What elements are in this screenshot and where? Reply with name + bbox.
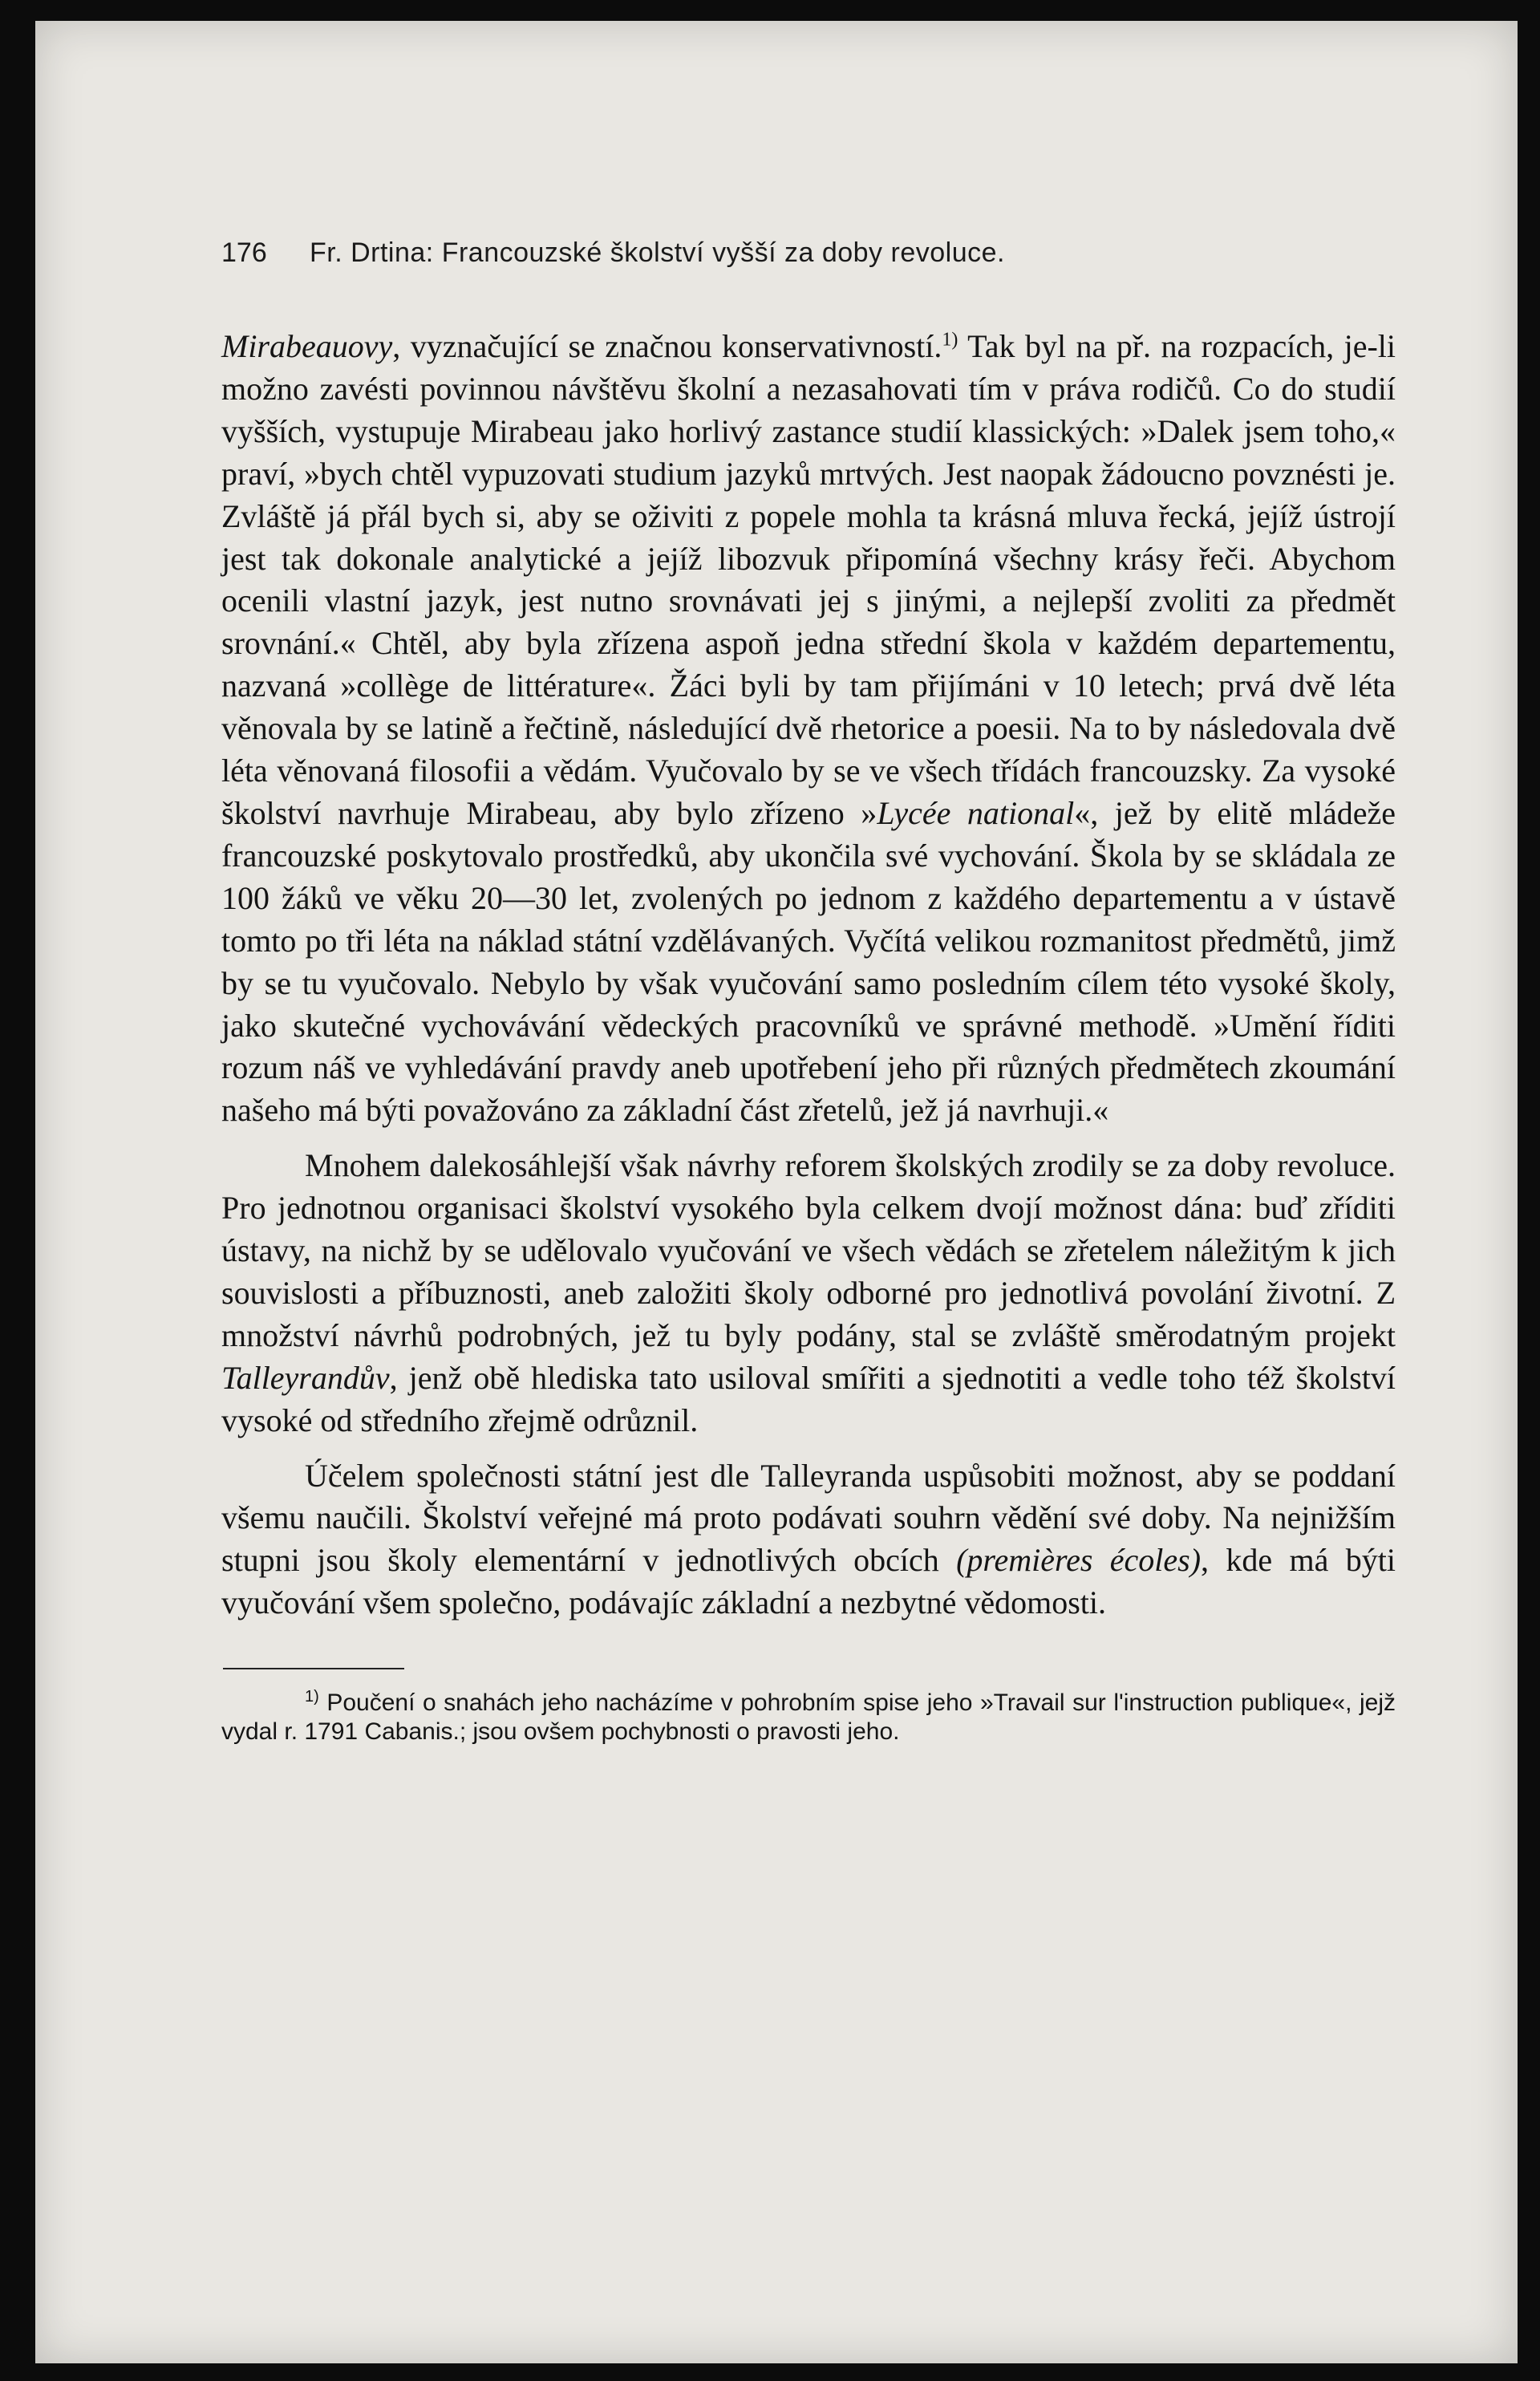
paragraph-text: Účelem společnosti státní jest dle Talleyranda uspůsobiti možnost, aby se poddaní všemu naučili. Školství veřejné má proto podávati souhrn vědění své doby. Na nejnižším stupni jsou školy elementární v jednotlivých obcích	[221, 1457, 1396, 1579]
book-page	[35, 21, 1518, 2363]
footnote-divider	[223, 1668, 404, 1669]
running-header	[221, 237, 1396, 282]
footnote-text: Poučení o snahách jeho nacházíme v pohrobním spise jeho »Travail sur l'instruction publique«, jejž vydal r. 1791 Cabanis.; jsou ovšem pochybnosti o pravosti jeho.	[221, 1689, 1396, 1745]
page-number: 176	[221, 237, 267, 268]
italic-lycee-national: Lycée national	[877, 794, 1075, 831]
running-title: Fr. Drtina: Francouzské školství vyšší za doby revoluce.	[310, 237, 1005, 268]
footnote-marker: 1)	[305, 1688, 319, 1706]
italic-premieres-ecoles: (premières écoles)	[956, 1542, 1202, 1579]
footnote-reference: 1)	[942, 329, 958, 351]
italic-mirabeauovy: Mirabeauovy	[221, 328, 393, 364]
paragraph-text: , jenž obě hlediska tato usiloval smířiti a sjednotiti a vedle toho též školství vysoké od středního zřejmě odrůznil.	[221, 1359, 1396, 1438]
paragraph-text: , vyznačující se značnou konservativností.	[392, 328, 942, 364]
paragraph-mirabeau	[221, 326, 1396, 1132]
paragraph-reforms	[221, 1145, 1396, 1442]
italic-talleyranduv: Talleyrandův	[221, 1359, 390, 1396]
paragraph-talleyrand	[221, 1455, 1396, 1625]
page-text-block	[221, 237, 1396, 1771]
body-text	[221, 326, 1396, 1625]
paragraph-text: «, jež by elitě mládeže francouzské poskytovalo prostředků, aby ukončila své vychování. Škola by se skládala ze 100 žáků ve věku 20—30 let, zvolených po jednom z každého departementu a v ústavě tomto po tři léta na náklad státní vzdělávaných. Vyčítá velikou rozmanitost předmětů, jimž by se tu vyučovalo. Nebylo by však vyučování samo posledním cílem této vysoké školy, jako skutečné vychovávání vědeckých pracovníků ve správné methodě. »Umění říditi rozum náš ve vyhledávání pravdy aneb upotřebení jeho při různých předmětech zkoumání našeho má býti považováno za základní část zřetelů, jež já navrhuji.«	[221, 794, 1396, 1129]
footnote	[221, 1689, 1396, 1746]
paragraph-text: , kde má býti vyučování všem společno, podávajíc základní a nezbytné vědomosti.	[221, 1542, 1396, 1621]
paragraph-text: Mnohem dalekosáhlejší však návrhy reforem školských zrodily se za doby revoluce. Pro jednotnou organisaci školství vysokého byla celkem dvojí možnost dána: buď zříditi ústavy, na nichž by se udělovalo vyučování ve všech vědách se zřetelem náležitým k jich souvislosti a příbuznosti, aneb založiti školy odborné pro jednotlivá povolání životní. Z množství návrhů podrobných, jež tu byly podány, stal se zvláště směrodatným projekt	[221, 1147, 1396, 1353]
paragraph-text: Tak byl na př. na rozpacích, je-li možno zavésti povinnou návštěvu školní a nezasahovati tím v práva rodičů. Co do studií vyšších, vystupuje Mirabeau jako horlivý zastance studií klassických: »Dalek jsem toho,« praví, »bych chtěl vypuzovati studium jazyků mrtvých. Jest naopak žádoucno povznésti je. Zvláště já přál bych si, aby se oživiti z popele mohla ta krásná mluva řecká, jejíž ústrojí jest tak dokonale analytické a jejíž libozvuk připomíná všechny krásy řeči. Abychom ocenili vlastní jazyk, jest nutno srovnávati jej s jinými, a nejlepší zvoliti za předmět srovnání.« Chtěl, aby byla zřízena aspoň jedna střední škola v každém departementu, nazvaná »collège de littérature«. Žáci byli by tam přijímáni v 10 letech; prvá dvě léta věnovala by se latině a řečtině, následující dvě rhetorice a poesii. Na to by následovala dvě léta věnovaná filosofii a vědám. Vyučovalo by se ve všech třídách francouzsky. Za vysoké školství navrhuje Mirabeau, aby bylo zřízeno »	[221, 328, 1396, 831]
